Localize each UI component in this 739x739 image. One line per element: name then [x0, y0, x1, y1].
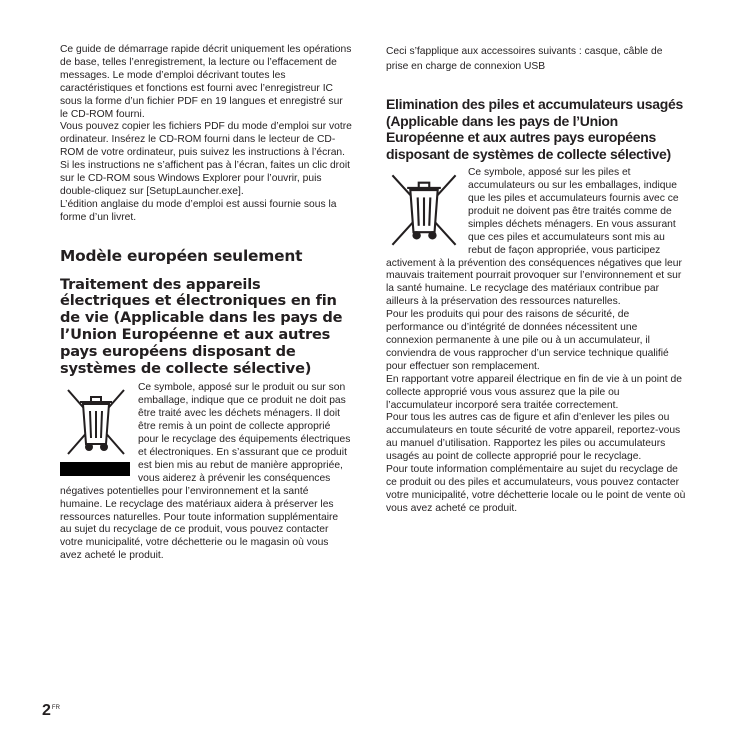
weee-heading: Traitement des appareils électriques et électroniques en fin de vie (Applicable dans les pays de l’Union Européenne et aux autres pays européens disposant de systèmes de collecte sélective): [60, 275, 343, 377]
intro-paragraph: L’édition anglaise du mode d’emploi est aussi fournie sous la forme d’un livret.: [60, 198, 337, 223]
battery-paragraph: En rapportant votre appareil électrique en fin de vie à un point de collecte approprié vous vous assurez que la pile ou l’accumulateur incorporé sera traitée correctement.: [386, 373, 682, 411]
intro-paragraph: Si les instructions ne s’affichent pas à l’écran, faites un clic droit sur le CD-ROM sous Windows Explorer pour l’ouvrir, puis double-cliquez sur [SetupLauncher.exe].: [60, 160, 350, 197]
intro-section: [60, 44, 352, 225]
weee-symbol: [60, 384, 132, 476]
intro-paragraph: Ce guide de démarrage rapide décrit uniquement les opérations de base, telles l’enregistrement, la lecture ou l’effacement de messages. Le mode d’emploi décrivant toutes les caractéristiques et fonctions est fourni avec l’enregistreur IC sous la forme d’un fichier PDF en 19 langues et enregistré sur le CD-ROM fourni.: [60, 44, 352, 120]
right-column: [386, 44, 686, 516]
left-column: [60, 44, 352, 563]
crossed-out-wheelie-bin-icon: [386, 169, 462, 249]
battery-symbol: [386, 169, 462, 249]
page-number: [42, 702, 60, 720]
european-model-heading: Modèle européen seulement: [60, 246, 303, 265]
battery-heading: Elimination des piles et accumulateurs usagés (Applicable dans les pays de l’Union Européenne et aux autres pays européens disposant de systèmes de collecte sélective): [386, 96, 683, 162]
page-language: FR: [51, 704, 60, 711]
crossed-out-wheelie-bin-icon: [60, 384, 132, 458]
battery-paragraph: Pour tous les autres cas de figure et afin d’enlever les piles ou accumulateurs en toute sécurité de votre appareil, reportez-vous au manuel d’utilisation. Rapportez les piles ou accumulateurs usagés au point de collecte approprié pour le recyclage.: [386, 412, 681, 463]
accessories-text: Ceci s’fapplique aux accessoires suivants : casque, câble de prise en charge de connexion USB: [386, 46, 663, 73]
weee-bar: [60, 462, 130, 476]
battery-paragraph: Pour toute information complémentaire au sujet du recyclage de ce produit ou des piles et accumulateurs, vous pouvez contacter votre municipalité, votre déchetterie locale ou le point de vente où vous avez acheté ce produit.: [386, 464, 686, 514]
battery-section: [386, 167, 686, 515]
weee-section: [60, 382, 352, 563]
battery-paragraph: Pour les produits qui pour des raisons de sécurité, de performance ou d’intégrité de données nécessitent une connexion permanente à une pile ou à un accumulateur, il conviendra de vous rapprocher d’un service technique qualifié pour effectuer son remplacement.: [386, 309, 669, 372]
battery-paragraph: Ce symbole, apposé sur les piles et accumulateurs ou sur les emballages, indique que les piles et accumulateurs fournis avec ce produit ne doivent pas être traités comme de simples déchets ménagers. En vous assurant que ces piles et accumulateurs sont mis au rebut de façon appropriée, vous participez activement à la prévention des conséquences négatives que leur mauvais traitement pourrait provoquer sur l’environnement et sur la santé humaine. Le recyclage des matériaux contribue par ailleurs à la préservation des ressources naturelles.: [386, 167, 682, 308]
intro-paragraph: Vous pouvez copier les fichiers PDF du mode d’emploi sur votre ordinateur. Insérez le CD-ROM fourni dans le lecteur de CD-ROM de votre ordinateur, puis suivez les instructions à l’écran.: [60, 121, 352, 159]
weee-text: Ce symbole, apposé sur le produit ou sur son emballage, indique que ce produit ne doit pas être traité avec les déchets ménagers. Il doit être remis à un point de collecte approprié pour le recyclage des équipements électriques et électroniques. En s’assurant que ce produit est bien mis au rebut de manière appropriée, vous aiderez à prévenir les conséquences négatives potentielles pour l’environnement et la santé humaine. Le recyclage des matériaux aidera à préserver les ressources naturelles. Pour toute information supplémentaire au sujet du recyclage de ce produit, vous pouvez contacter votre municipalité, votre déchetterie ou le magasin où vous avez acheté le produit.: [60, 382, 351, 562]
page-number-value: 2: [42, 702, 51, 719]
